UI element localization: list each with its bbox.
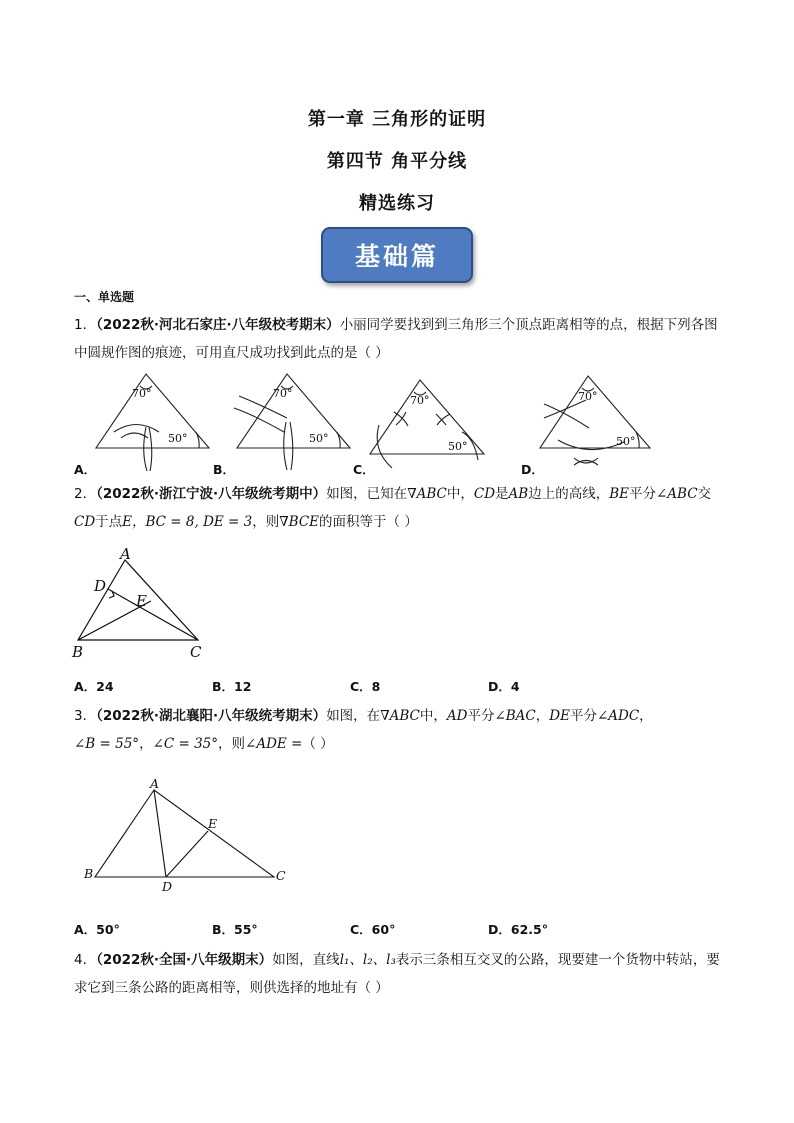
q3-figure <box>80 776 295 894</box>
question-2 <box>74 480 724 536</box>
q1-d-top-angle: 70° <box>578 390 598 403</box>
section-heading: 一、单选题 <box>74 290 135 304</box>
q3-number: 3． <box>74 708 97 724</box>
q1-text-1: 小丽同学要找到到三角形三个顶点距离相等的点，根据下列各图 <box>339 317 718 333</box>
q4-text-1b: 表示三条相互交叉的公路，现要建一个货物中转站，要 <box>395 952 720 968</box>
q2-label-c: C <box>190 643 202 661</box>
q2-text-1: 如图，已知在 <box>326 486 408 502</box>
q2-sym-given: BC = 8, DE = 3 <box>145 514 253 530</box>
q2-sym-cd2: CD <box>74 514 96 530</box>
question-3 <box>74 702 724 758</box>
q2-label-d: D <box>94 577 107 595</box>
q3-text-1c: 平分 <box>467 708 495 724</box>
q2-label-b: B <box>72 643 84 661</box>
q3-sym-ad: AD <box>446 708 468 724</box>
q2-text-2b: ，则 <box>252 514 280 530</box>
q2-text-2c: 的面积等于（ ） <box>319 514 418 530</box>
q3-label-d: D <box>162 879 173 894</box>
q3-label-b: B <box>84 866 94 881</box>
q2-sym-tri-abc: ∇ABC <box>407 486 447 502</box>
q2-option-c[interactable]: C．8 <box>350 679 381 694</box>
q2-text-1e: 平分 <box>628 486 656 502</box>
q2-option-a[interactable]: A．24 <box>74 679 114 694</box>
q2-sym-angle-abc: ∠ABC <box>655 486 698 502</box>
q4-text-2: 求它到三条公路的距离相等，则供选择的地址有（ ） <box>74 980 389 996</box>
q1-b-right-angle: 50° <box>309 432 329 445</box>
q4-sym-lines: l₁、l₂、l₃ <box>339 952 396 968</box>
q3-sym-bac: ∠BAC <box>494 708 536 724</box>
q3-sym-b: ∠B = 55° <box>74 736 140 752</box>
q1-source: （2022秋·河北石家庄·八年级校考期末） <box>96 317 340 333</box>
q3-sym-tri-abc: ∇ABC <box>380 708 420 724</box>
q1-c-right-angle: 50° <box>448 440 468 453</box>
q2-sym-tri-bce: ∇BCE <box>279 514 320 530</box>
q3-text-2b: ，则 <box>218 736 246 752</box>
q2-sym-e: E， <box>122 514 146 530</box>
q2-figure <box>68 543 218 661</box>
q3-option-a[interactable]: A．50° <box>74 922 120 937</box>
q3-source: （2022秋·湖北襄阳·八年级统考期末） <box>96 708 327 724</box>
q4-number: 4． <box>74 952 97 968</box>
q1-option-b[interactable]: B． <box>213 462 236 477</box>
q3-text-1b: 中， <box>419 708 447 724</box>
section-title: 第四节 角平分线 <box>326 151 468 172</box>
level-badge: 基础篇 <box>321 227 473 283</box>
q1-text-2: 中圆规作图的痕迹，可用直尺成功找到此点的是（ ） <box>74 345 389 361</box>
q2-label-a: A <box>120 545 131 563</box>
q1-number: 1． <box>74 317 97 333</box>
q3-sym-adc: ∠ADC <box>596 708 640 724</box>
q2-sym-ab: AB <box>508 486 529 502</box>
q2-option-b[interactable]: B．12 <box>212 679 252 694</box>
q3-text-2c: （ ） <box>302 736 334 752</box>
q1-a-right-angle: 50° <box>168 432 188 445</box>
q4-source: （2022秋·全国·八年级期末） <box>96 952 273 968</box>
q3-option-c[interactable]: C．60° <box>350 922 396 937</box>
q2-text-2a: 于点 <box>95 514 123 530</box>
q1-a-top-angle: 70° <box>132 387 152 400</box>
q3-option-b[interactable]: B．55° <box>212 922 258 937</box>
q1-option-c[interactable]: C． <box>353 462 375 477</box>
question-4 <box>74 946 724 1002</box>
q3-text-1d: ， <box>535 708 550 724</box>
chapter-title: 第一章 三角形的证明 <box>307 109 487 130</box>
q3-label-e: E <box>208 816 218 831</box>
q1-option-a[interactable]: A． <box>74 462 97 477</box>
q2-sym-cd: CD <box>473 486 496 502</box>
question-1 <box>74 311 724 367</box>
q1-b-top-angle: 70° <box>273 387 293 400</box>
q3-sym-ade: ∠ADE = <box>245 736 303 752</box>
q2-text-1b: 中， <box>446 486 474 502</box>
q3-text-1f: ， <box>639 708 653 724</box>
q3-sym-de: DE <box>549 708 570 724</box>
q2-text-1c: 是 <box>495 486 509 502</box>
q1-option-d[interactable]: D． <box>521 462 544 477</box>
q2-number: 2． <box>74 486 97 502</box>
q2-label-e: E <box>136 592 147 610</box>
q3-label-c: C <box>276 868 286 883</box>
subtitle: 精选练习 <box>359 193 435 214</box>
q1-figure-a <box>96 374 209 471</box>
q2-option-d[interactable]: D．4 <box>488 679 520 694</box>
q1-c-top-angle: 70° <box>410 394 430 407</box>
q3-sym-c: ∠C = 35° <box>152 736 219 752</box>
q3-option-d[interactable]: D．62.5° <box>488 922 548 937</box>
q3-text-1: 如图，在 <box>326 708 381 724</box>
q2-sym-be: BE <box>609 486 629 502</box>
q2-text-1d: 边上的高线， <box>528 486 610 502</box>
q2-text-1f: 交 <box>697 486 712 502</box>
q3-label-a: A <box>150 776 160 791</box>
q4-text-1: 如图，直线 <box>272 952 340 968</box>
q3-text-1e: 平分 <box>569 708 597 724</box>
q2-source: （2022秋·浙江宁波·八年级统考期中） <box>96 486 327 502</box>
q3-text-2a: ， <box>139 736 153 752</box>
q1-d-right-angle: 50° <box>616 435 636 448</box>
